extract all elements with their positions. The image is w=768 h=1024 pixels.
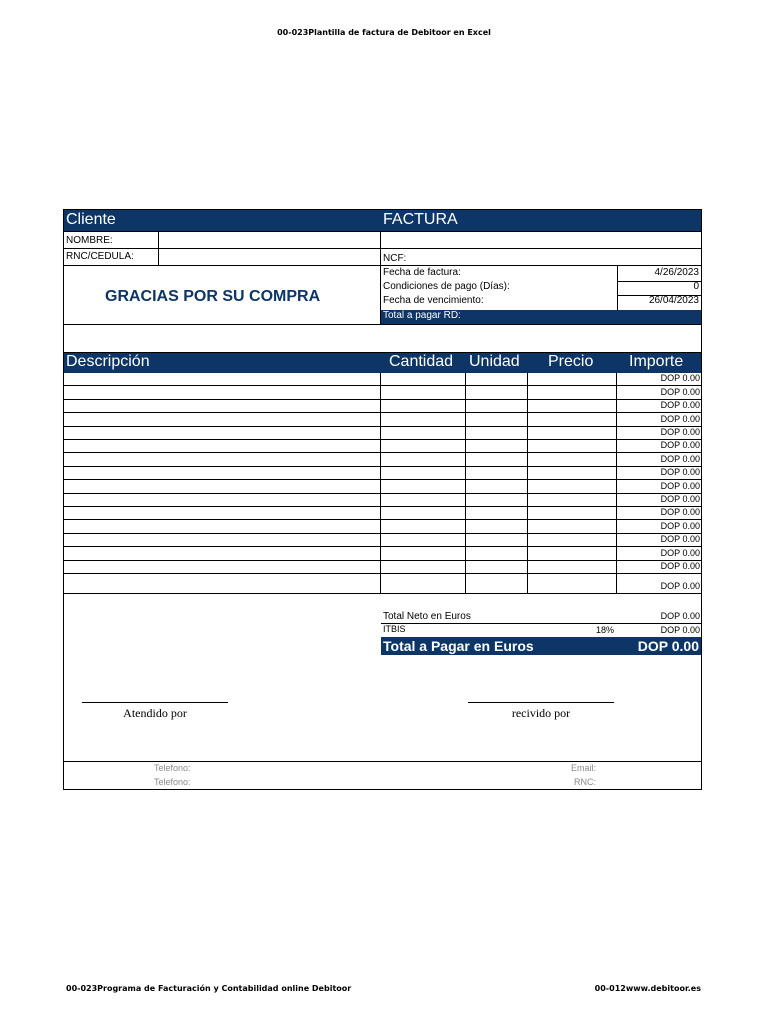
header-band [64, 210, 701, 231]
table-row [64, 494, 701, 507]
row-importe: DOP 0.00 [660, 534, 700, 545]
itbis-rate: 18% [596, 625, 615, 635]
footer-right: 00-012www.debitoor.es [594, 984, 701, 993]
footer-left: 00-023Programa de Facturación y Contabilidad online Debitoor [66, 984, 352, 993]
table-row [64, 534, 701, 547]
table-row [64, 440, 701, 453]
due-date-label: Fecha de vencimiento: [383, 295, 484, 306]
table-row [64, 373, 701, 386]
table-row [64, 453, 701, 466]
table-row [64, 561, 701, 574]
table-row [64, 574, 701, 594]
col-precio: Precio [548, 353, 594, 370]
row-importe: DOP 0.00 [660, 440, 700, 451]
row-importe: DOP 0.00 [660, 480, 700, 491]
grand-total-band [381, 637, 701, 655]
table-row [64, 386, 701, 399]
client-name-label: NOMBRE: [66, 235, 113, 246]
row-importe: DOP 0.00 [660, 507, 700, 518]
payment-terms-label: Condiciones de pago (Días): [383, 281, 510, 292]
row-importe: DOP 0.00 [660, 373, 700, 384]
table-row [64, 413, 701, 426]
row-importe: DOP 0.00 [660, 386, 700, 397]
col-importe: Importe [629, 353, 684, 370]
row-importe: DOP 0.00 [660, 581, 700, 591]
row-importe: DOP 0.00 [660, 467, 700, 478]
invoice-sheet [63, 209, 702, 790]
table-row [64, 480, 701, 493]
table-row [64, 467, 701, 480]
received-by-label: recivido por [511, 706, 571, 720]
rnc-contact-label: RNC: [574, 777, 596, 787]
invoice-date-label: Fecha de factura: [383, 267, 461, 278]
net-total-value: DOP 0.00 [660, 611, 700, 621]
col-cantidad: Cantidad [389, 353, 454, 370]
itbis-value: DOP 0.00 [660, 625, 700, 635]
row-importe: DOP 0.00 [660, 560, 700, 571]
col-unidad: Unidad [469, 353, 520, 370]
col-descripcion: Descripción [66, 353, 150, 370]
thanks-message: GRACIAS POR SU COMPRA [105, 288, 321, 305]
client-rnc-label: RNC/CEDULA: [66, 251, 134, 262]
signature-line-left [82, 702, 228, 703]
row-importe: DOP 0.00 [660, 453, 700, 464]
table-row [64, 400, 701, 413]
row-importe: DOP 0.00 [660, 400, 700, 411]
table-row [64, 547, 701, 560]
row-importe: DOP 0.00 [660, 426, 700, 437]
invoice-heading: FACTURA [383, 211, 458, 228]
payment-terms-value[interactable]: 0 [693, 281, 699, 292]
row-importe: DOP 0.00 [660, 413, 700, 424]
email-label: Email: [570, 763, 596, 773]
itbis-label: ITBIS [383, 624, 406, 634]
row-importe: DOP 0.00 [660, 520, 700, 531]
phone-label-2: Telefono: [154, 777, 191, 787]
ncf-label: NCF: [383, 253, 407, 264]
client-heading: Cliente [66, 211, 116, 228]
table-row [64, 427, 701, 440]
row-importe: DOP 0.00 [660, 547, 700, 558]
total-rd-label: Total a pagar RD: [383, 310, 461, 321]
row-importe: DOP 0.00 [660, 493, 700, 504]
phone-label-1: Telefono: [154, 763, 191, 773]
due-date-value[interactable]: 26/04/2023 [648, 295, 699, 306]
net-total-label: Total Neto en Euros [383, 611, 471, 622]
grand-total-value: DOP 0.00 [637, 638, 699, 654]
table-row [64, 520, 701, 533]
items-header [64, 352, 701, 373]
document-title: 00-023Plantilla de factura de Debitoor en Excel [277, 28, 491, 37]
signature-line-right [468, 702, 614, 703]
table-row [64, 507, 701, 520]
grand-total-label: Total a Pagar en Euros [383, 638, 534, 654]
attended-by-label: Atendido por [123, 706, 187, 720]
total-rd-band [381, 310, 701, 324]
invoice-date-value[interactable]: 4/26/2023 [654, 267, 699, 278]
